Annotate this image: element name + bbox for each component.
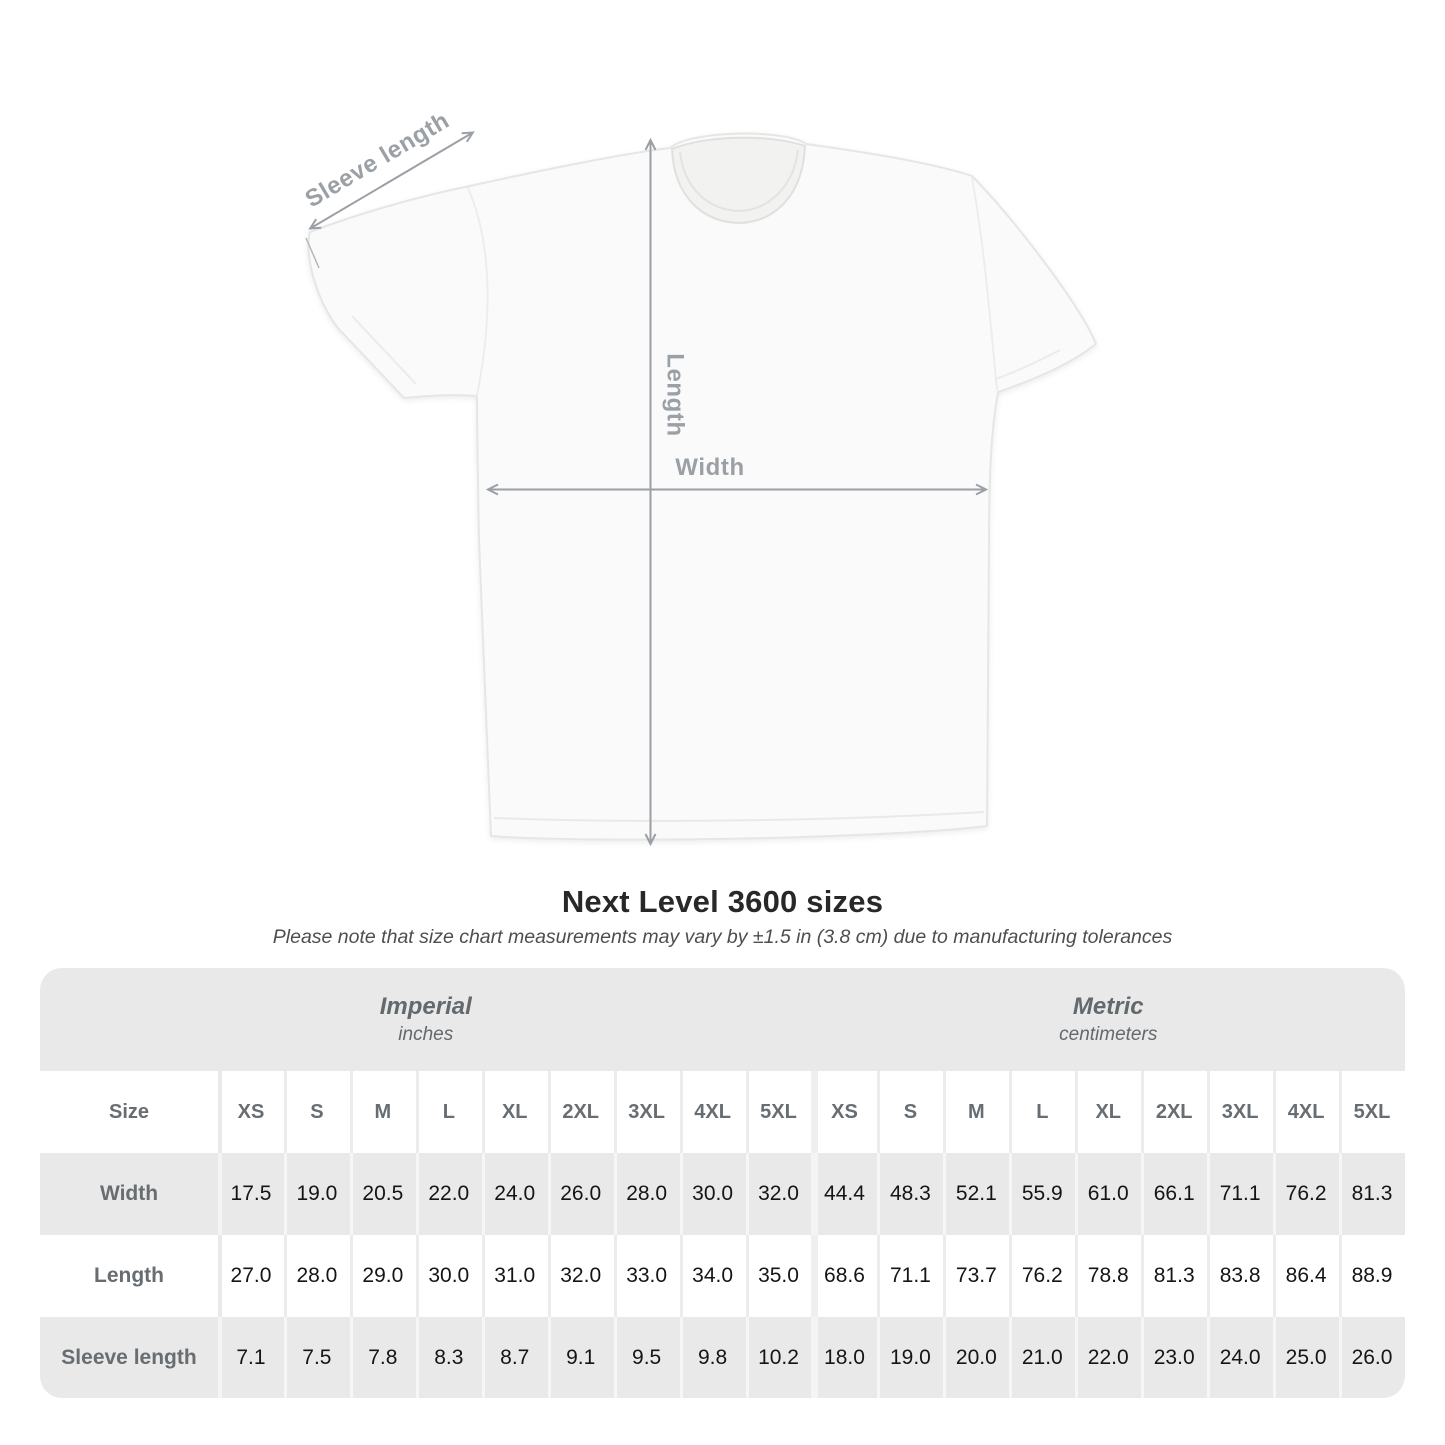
size-header-metric-2xl: 2XL (1141, 1071, 1207, 1153)
size-header-imperial-xl: XL (482, 1071, 548, 1153)
length-imperial-value: 30.0 (416, 1235, 482, 1317)
width-metric-value: 76.2 (1273, 1153, 1339, 1235)
sleeve-length-metric-value: 22.0 (1075, 1317, 1141, 1398)
sleeve-length-metric-value: 23.0 (1141, 1317, 1207, 1398)
unit-group-sublabel: inches (398, 1024, 454, 1045)
sleeve-length-metric-value: 19.0 (877, 1317, 943, 1398)
size-column-header: Size (40, 1071, 218, 1153)
unit-group-metric (811, 968, 1405, 1071)
tolerance-note: Please note that size chart measurements may vary by ±1.5 in (3.8 cm) due to manufacturing tolerances (272, 926, 1173, 948)
length-imperial-value: 33.0 (614, 1235, 680, 1317)
width-metric-value: 44.4 (811, 1153, 877, 1235)
sleeve-length-imperial-value: 9.1 (548, 1317, 614, 1398)
size-header-metric-4xl: 4XL (1273, 1071, 1339, 1153)
width-label: Width (675, 454, 745, 481)
row-label-width: Width (40, 1153, 218, 1235)
title-block (0, 884, 1445, 949)
unit-group-sublabel: centimeters (1059, 1024, 1158, 1045)
size-table (40, 968, 1405, 1398)
width-imperial-value: 20.5 (350, 1153, 416, 1235)
tshirt-illustration (308, 134, 1096, 840)
size-header-imperial-xs: XS (218, 1071, 284, 1153)
width-imperial-value: 19.0 (284, 1153, 350, 1235)
length-metric-value: 88.9 (1339, 1235, 1405, 1317)
size-header-metric-l: L (1009, 1071, 1075, 1153)
size-header-metric-xs: XS (811, 1071, 877, 1153)
sleeve-length-imperial-value: 10.2 (746, 1317, 812, 1398)
width-imperial-value: 32.0 (746, 1153, 812, 1235)
width-metric-value: 66.1 (1141, 1153, 1207, 1235)
sleeve-length-imperial-value: 9.5 (614, 1317, 680, 1398)
length-metric-value: 76.2 (1009, 1235, 1075, 1317)
row-label-sleeve-length: Sleeve length (40, 1317, 218, 1398)
width-imperial-value: 24.0 (482, 1153, 548, 1235)
sleeve-length-imperial-value: 7.8 (350, 1317, 416, 1398)
sleeve-length-imperial-value: 7.5 (284, 1317, 350, 1398)
sleeve-length-imperial-value: 7.1 (218, 1317, 284, 1398)
width-metric-value: 71.1 (1207, 1153, 1273, 1235)
length-metric-value: 83.8 (1207, 1235, 1273, 1317)
size-header-imperial-s: S (284, 1071, 350, 1153)
page-title: Next Level 3600 sizes (561, 884, 884, 919)
width-metric-value: 48.3 (877, 1153, 943, 1235)
length-imperial-value: 27.0 (218, 1235, 284, 1317)
unit-group-label: Metric (1072, 993, 1144, 1020)
size-header-imperial-4xl: 4XL (680, 1071, 746, 1153)
sleeve-length-metric-value: 18.0 (811, 1317, 877, 1398)
width-metric-value: 52.1 (943, 1153, 1009, 1235)
sleeve-length-metric-value: 24.0 (1207, 1317, 1273, 1398)
width-metric-value: 61.0 (1075, 1153, 1141, 1235)
length-metric-value: 73.7 (943, 1235, 1009, 1317)
sleeve-length-metric-value: 20.0 (943, 1317, 1009, 1398)
size-header-imperial-5xl: 5XL (746, 1071, 812, 1153)
sleeve-length-imperial-value: 9.8 (680, 1317, 746, 1398)
size-header-metric-s: S (877, 1071, 943, 1153)
size-header-metric-xl: XL (1075, 1071, 1141, 1153)
length-imperial-value: 31.0 (482, 1235, 548, 1317)
width-imperial-value: 22.0 (416, 1153, 482, 1235)
length-label: Length (661, 353, 689, 437)
width-imperial-value: 17.5 (218, 1153, 284, 1235)
sleeve-length-label: Sleeve length (300, 106, 455, 214)
width-imperial-value: 28.0 (614, 1153, 680, 1235)
length-imperial-value: 34.0 (680, 1235, 746, 1317)
length-imperial-value: 29.0 (350, 1235, 416, 1317)
size-header-metric-m: M (943, 1071, 1009, 1153)
size-header-metric-3xl: 3XL (1207, 1071, 1273, 1153)
length-metric-value: 68.6 (811, 1235, 877, 1317)
sleeve-length-imperial-value: 8.7 (482, 1317, 548, 1398)
length-imperial-value: 28.0 (284, 1235, 350, 1317)
sleeve-length-metric-value: 25.0 (1273, 1317, 1339, 1398)
width-metric-value: 81.3 (1339, 1153, 1405, 1235)
length-metric-value: 86.4 (1273, 1235, 1339, 1317)
length-metric-value: 78.8 (1075, 1235, 1141, 1317)
width-imperial-value: 30.0 (680, 1153, 746, 1235)
sleeve-length-metric-value: 21.0 (1009, 1317, 1075, 1398)
length-metric-value: 81.3 (1141, 1235, 1207, 1317)
size-header-metric-5xl: 5XL (1339, 1071, 1405, 1153)
sleeve-length-metric-value: 26.0 (1339, 1317, 1405, 1398)
tshirt-body (308, 134, 1096, 840)
size-header-imperial-2xl: 2XL (548, 1071, 614, 1153)
length-imperial-value: 32.0 (548, 1235, 614, 1317)
unit-group-label: Imperial (379, 993, 472, 1020)
unit-group-imperial (40, 968, 811, 1071)
sleeve-length-imperial-value: 8.3 (416, 1317, 482, 1398)
size-header-imperial-l: L (416, 1071, 482, 1153)
width-imperial-value: 26.0 (548, 1153, 614, 1235)
width-metric-value: 55.9 (1009, 1153, 1075, 1235)
length-metric-value: 71.1 (877, 1235, 943, 1317)
row-label-length: Length (40, 1235, 218, 1317)
length-imperial-value: 35.0 (746, 1235, 812, 1317)
size-header-imperial-m: M (350, 1071, 416, 1153)
size-header-imperial-3xl: 3XL (614, 1071, 680, 1153)
